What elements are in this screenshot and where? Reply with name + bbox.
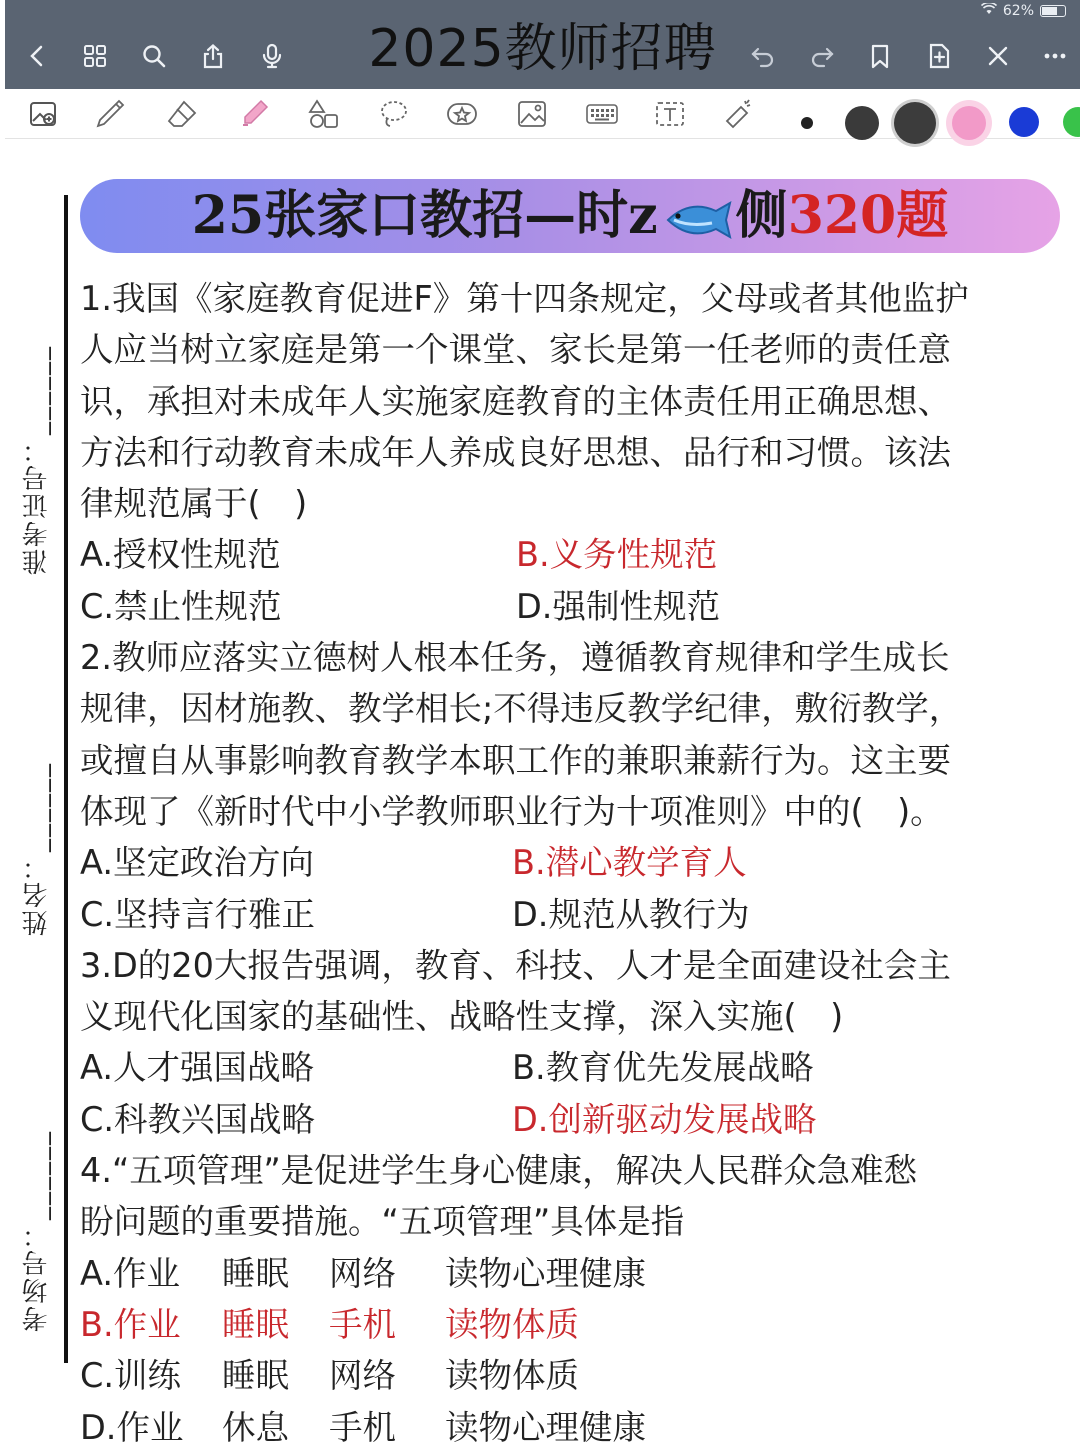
microphone-icon[interactable] (254, 38, 290, 74)
question-2-options (80, 837, 1070, 940)
keyboard-tool-icon[interactable] (585, 97, 621, 131)
question-1-line: 方法和行动教育未成年人养成良好思想、品行和习惯。该法 (80, 432, 951, 472)
pen-tool-icon[interactable] (93, 97, 129, 131)
question-4-option-a (80, 1248, 1070, 1299)
option-d: D.强制性规范 (516, 586, 720, 626)
sticker-tool-icon[interactable] (445, 97, 481, 131)
question-1-line: 识，承担对未成年人实施家庭教育的主体责任用正确思想、 (80, 381, 951, 421)
option-a: A.授权性规范 (80, 535, 281, 575)
eraser-tool-icon[interactable] (165, 97, 201, 131)
option-cell: D.作业 (80, 1407, 184, 1443)
option-b-correct: B.义务性规范 (516, 535, 718, 575)
more-icon[interactable] (1037, 38, 1073, 74)
option-a: A.人才强国战略 (80, 1048, 314, 1088)
room-label: 考场号：______ (22, 1130, 52, 1332)
margin-rule (64, 195, 68, 1363)
option-cell: 读物心理健康 (445, 1407, 646, 1443)
option-a: A.坚定政治方向 (80, 843, 314, 883)
question-4-option-b-correct (80, 1299, 1070, 1350)
exam-id-label: 准考证号：______ (22, 345, 52, 575)
photo-tool-icon[interactable] (515, 97, 551, 131)
question-3-options (80, 1042, 1070, 1145)
battery-percent: 62% (1002, 3, 1034, 19)
undo-icon[interactable] (745, 38, 781, 74)
option-cell: 网络 (329, 1356, 396, 1396)
drawing-tools (5, 89, 1080, 139)
color-swatch-pink[interactable] (952, 106, 986, 140)
option-c: C.坚持言行雅正 (80, 894, 316, 934)
question-3-line: 3.D的20大报告强调，教育、科技、人才是全面建设社会主 (80, 945, 951, 985)
question-1-line: 人应当树立家庭是第一个课堂、家长是第一任老师的责任意 (80, 330, 951, 370)
color-swatch-black[interactable] (845, 106, 879, 140)
banner-count: 320题 (787, 185, 949, 246)
highlighter-tool-icon[interactable] (237, 97, 273, 131)
question-3-line: 义现代化国家的基础性、战略性支撑，深入实施( ) (80, 997, 844, 1037)
redo-icon[interactable] (804, 38, 840, 74)
color-swatch-dark-selected[interactable] (894, 102, 936, 144)
laser-pointer-icon[interactable] (721, 97, 757, 131)
share-icon[interactable] (195, 38, 231, 74)
color-swatch-blue[interactable] (1009, 107, 1039, 137)
option-b-correct: B.潜心教学育人 (512, 843, 747, 883)
close-icon[interactable] (980, 38, 1016, 74)
fish-icon (660, 197, 734, 243)
question-4-line: 4.“五项管理”是促进学生身心健康，解决人民群众急难愁 (80, 1151, 918, 1191)
option-d: D.规范从教行为 (512, 894, 750, 934)
grid-icon[interactable] (77, 38, 113, 74)
lasso-tool-icon[interactable] (377, 97, 413, 131)
option-cell: B.作业 (80, 1304, 181, 1344)
text-tool-icon[interactable] (653, 97, 689, 131)
option-d-correct: D.创新驱动发展战略 (512, 1099, 817, 1139)
option-cell: 读物心理健康 (445, 1253, 646, 1293)
option-c: C.禁止性规范 (80, 586, 282, 626)
option-b: B.教育优先发展战略 (512, 1048, 814, 1088)
option-cell: 读物体质 (445, 1304, 579, 1344)
option-cell: A.作业 (80, 1253, 180, 1293)
document-title: 2025教师招聘 (368, 19, 717, 79)
option-cell: 手机 (329, 1407, 396, 1443)
back-icon[interactable] (19, 38, 55, 74)
option-cell: 手机 (329, 1304, 396, 1344)
option-cell: 读物体质 (445, 1356, 579, 1396)
add-page-icon[interactable] (921, 38, 957, 74)
search-icon[interactable] (136, 38, 172, 74)
question-4-option-c (80, 1350, 1070, 1401)
question-1-line: 1.我国《家庭教育促进F》第十四条规定，父母或者其他监护 (80, 279, 969, 318)
shapes-tool-icon[interactable] (307, 97, 343, 131)
question-1-options (80, 529, 1070, 632)
question-2-line: 体现了《新时代中小学教师职业行为十项准则》中的( )。 (80, 791, 944, 831)
option-cell: C.训练 (80, 1356, 182, 1396)
question-4-line: 盼问题的重要措施。“五项管理”具体是指 (80, 1202, 685, 1242)
option-cell: 睡眠 (222, 1253, 289, 1293)
image-tool-icon[interactable] (27, 97, 63, 131)
question-2-line: 2.教师应落实立德树人根本任务，遵循教育规律和学生成长 (80, 638, 950, 678)
banner-title-2: 侧 (735, 185, 788, 246)
option-cell: 休息 (222, 1407, 289, 1443)
name-label: 姓名：______ (22, 762, 52, 936)
color-swatch-small-black[interactable] (801, 117, 813, 129)
question-2-line: 规律，因材施教、教学相长;不得违反教学纪律，敷衍教学， (80, 689, 963, 729)
option-cell: 睡眠 (222, 1304, 289, 1344)
banner-title: 25张家口教招—时z (191, 185, 658, 246)
page-title-banner (80, 179, 1060, 253)
question-list (80, 273, 1070, 1443)
question-2-line: 或擅自从事影响教育教学本职工作的兼职兼薪行为。这主要 (80, 740, 951, 780)
question-4-option-d (80, 1402, 1070, 1443)
option-cell: 睡眠 (222, 1356, 289, 1396)
option-cell: 网络 (329, 1253, 396, 1293)
app-toolbar (5, 0, 1080, 89)
color-swatch-green[interactable] (1063, 107, 1080, 137)
bookmark-icon[interactable] (862, 38, 898, 74)
option-c: C.科教兴国战略 (80, 1099, 316, 1139)
question-1-line: 律规范属于( ) (80, 484, 308, 524)
